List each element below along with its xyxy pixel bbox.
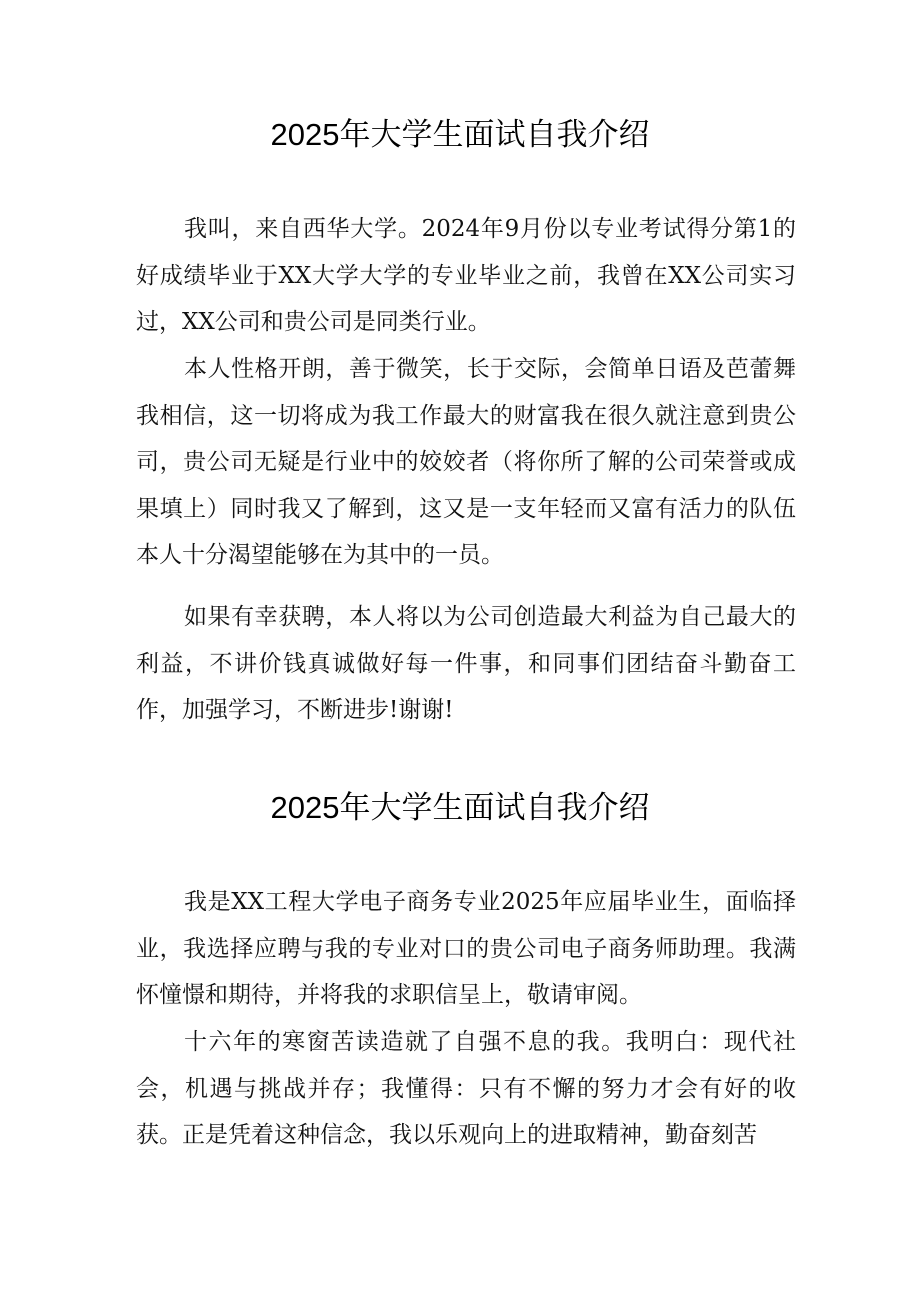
paragraph: 如果有幸获聘，本人将以为公司创造最大利益为自己最大的利益，不讲价钱真诚做好每一件事，和同事们团结奋斗勤奋工作，加强学习，不断进步!谢谢! <box>136 604 796 723</box>
section-title: 2025年大学生面试自我介绍 <box>270 790 650 825</box>
paragraph: 我叫，来自西华大学。2024年9月份以专业考试得分第1的好成绩毕业于XX大学大学的专业毕业之前，我曾在XX公司实习过，XX公司和贵公司是同类行业。 <box>136 216 796 335</box>
paragraph: 我是XX工程大学电子商务专业2025年应届毕业生，面临择业，我选择应聘与我的专业对口的贵公司电子商务师助理。我满怀憧憬和期待，并将我的求职信呈上，敬请审阅。 <box>136 889 796 1008</box>
paragraph: 本人性格开朗，善于微笑，长于交际，会简单日语及芭蕾舞我相信，这一切将成为我工作最大的财富我在很久就注意到贵公司，贵公司无疑是行业中的姣姣者（将你所了解的公司荣誉或成果填上）同时我又了解到，这又是一支年轻而又富有活力的队伍本人十分渴望能够在为其中的一员。 <box>136 356 796 568</box>
paragraph: 十六年的寒窗苦读造就了自强不息的我。我明白：现代社会，机遇与挑战并存；我懂得：只有不懈的努力才会有好的收获。正是凭着这种信念，我以乐观向上的进取精神，勤奋刻苦 <box>136 1029 796 1148</box>
section-title: 2025年大学生面试自我介绍 <box>270 117 650 152</box>
